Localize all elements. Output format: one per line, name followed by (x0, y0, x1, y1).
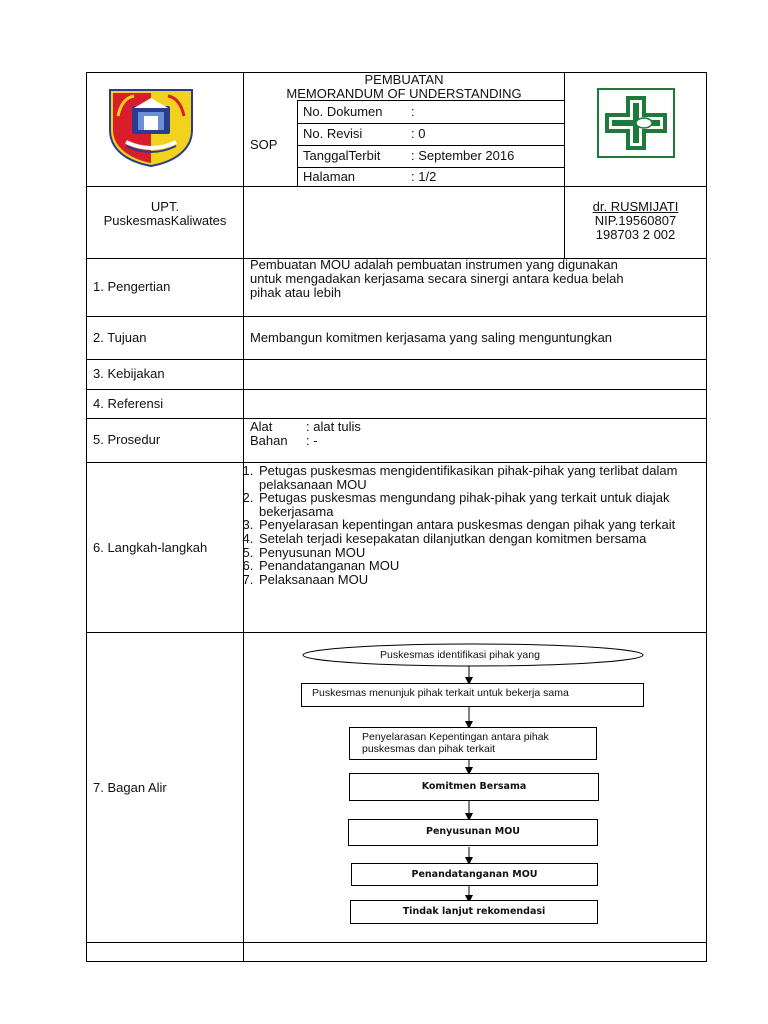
org-name (87, 200, 243, 228)
doc-row-value: : 0 (411, 126, 426, 141)
langkah-step: 1. Petugas puskesmas mengidentifikasikan pihak-pihak yang terlibat dalam pelaksanaan MOU (257, 464, 707, 491)
doc-row-label: Halaman (303, 169, 356, 184)
section-label-pengertian: 1. Pengertian (93, 279, 171, 294)
section-label-tujuan: 2. Tujuan (93, 330, 147, 345)
tujuan-text: Membangun komitmen kerjasama yang saling menguntungkan (250, 330, 613, 345)
langkah-step: 4. Setelah terjadi kesepakatan dilanjutkan dengan komitmen bersama (257, 532, 707, 546)
langkah-step: 7. Pelaksanaan MOU (257, 573, 707, 587)
section-label-kebijakan: 3. Kebijakan (93, 366, 165, 381)
signer-nip-line2: 198703 2 002 (595, 227, 676, 242)
prosedur-bahan-label: Bahan (250, 433, 288, 448)
signer-name: dr. RUSMIJATI (592, 199, 679, 214)
puskesmas-cross-icon (597, 88, 675, 158)
langkah-step: 2. Petugas puskesmas mengundang pihak-pihak yang terkait untuk diajak bekerjasama (257, 491, 707, 518)
langkah-step: 5. Penyusunan MOU (257, 546, 707, 560)
sop-label: SOP (250, 137, 278, 152)
langkah-list (231, 464, 707, 586)
section-label-langkah: 6. Langkah-langkah (93, 540, 208, 555)
langkah-step: 6. Penandatanganan MOU (257, 559, 707, 573)
org-line2: PuskesmasKaliwates (103, 213, 227, 228)
flow-step-4: Penyusunan MOU (425, 826, 521, 837)
pengertian-text (250, 258, 624, 300)
flow-step-5: Penandatanganan MOU (411, 869, 538, 880)
doc-title-line1: PEMBUATAN (364, 72, 444, 87)
flow-step-6: Tindak lanjut rekomendasi (402, 906, 546, 917)
doc-row-label: TanggalTerbit (303, 148, 381, 163)
regional-emblem-icon (104, 86, 198, 168)
section-label-bagan: 7. Bagan Alir (93, 780, 167, 795)
flow-step-2-line2: puskesmas dan pihak terkait (362, 743, 496, 755)
flow-step-2 (362, 731, 549, 755)
prosedur-alat-value: : alat tulis (306, 419, 361, 434)
org-line1: UPT. (150, 199, 180, 214)
pengertian-line: untuk mengadakan kerjasama secara sinergi antara kedua belah (250, 271, 624, 286)
prosedur-alat-label: Alat (250, 419, 273, 434)
pengertian-line: pihak atau lebih (250, 285, 342, 300)
section-label-prosedur: 5. Prosedur (93, 432, 161, 447)
flow-step-1: Puskesmas menunjuk pihak terkait untuk bekerja sama (312, 687, 569, 699)
doc-row-label: No. Dokumen (303, 104, 383, 119)
doc-row-value: : September 2016 (411, 148, 515, 163)
pengertian-line: Pembuatan MOU adalah pembuatan instrumen yang digunakan (250, 257, 618, 272)
doc-row-value: : 1/2 (411, 169, 437, 184)
doc-title-line2: MEMORANDUM OF UNDERSTANDING (286, 86, 522, 101)
section-label-referensi: 4. Referensi (93, 396, 164, 411)
signer-block (565, 200, 706, 242)
doc-row-label: No. Revisi (303, 126, 363, 141)
prosedur-bahan-value: : - (306, 433, 318, 448)
flow-step-3: Komitmen Bersama (421, 781, 527, 792)
doc-title (244, 73, 564, 101)
signer-nip-line1: NIP.19560807 (594, 213, 677, 228)
flow-step-2-line1: Penyelarasan Kepentingan antara pihak (362, 731, 549, 743)
flow-start: Puskesmas identifikasi pihak yang (380, 649, 540, 661)
doc-row-value: : (411, 104, 415, 119)
langkah-step: 3. Penyelarasan kepentingan antara puskesmas dengan pihak yang terkait (257, 518, 707, 532)
